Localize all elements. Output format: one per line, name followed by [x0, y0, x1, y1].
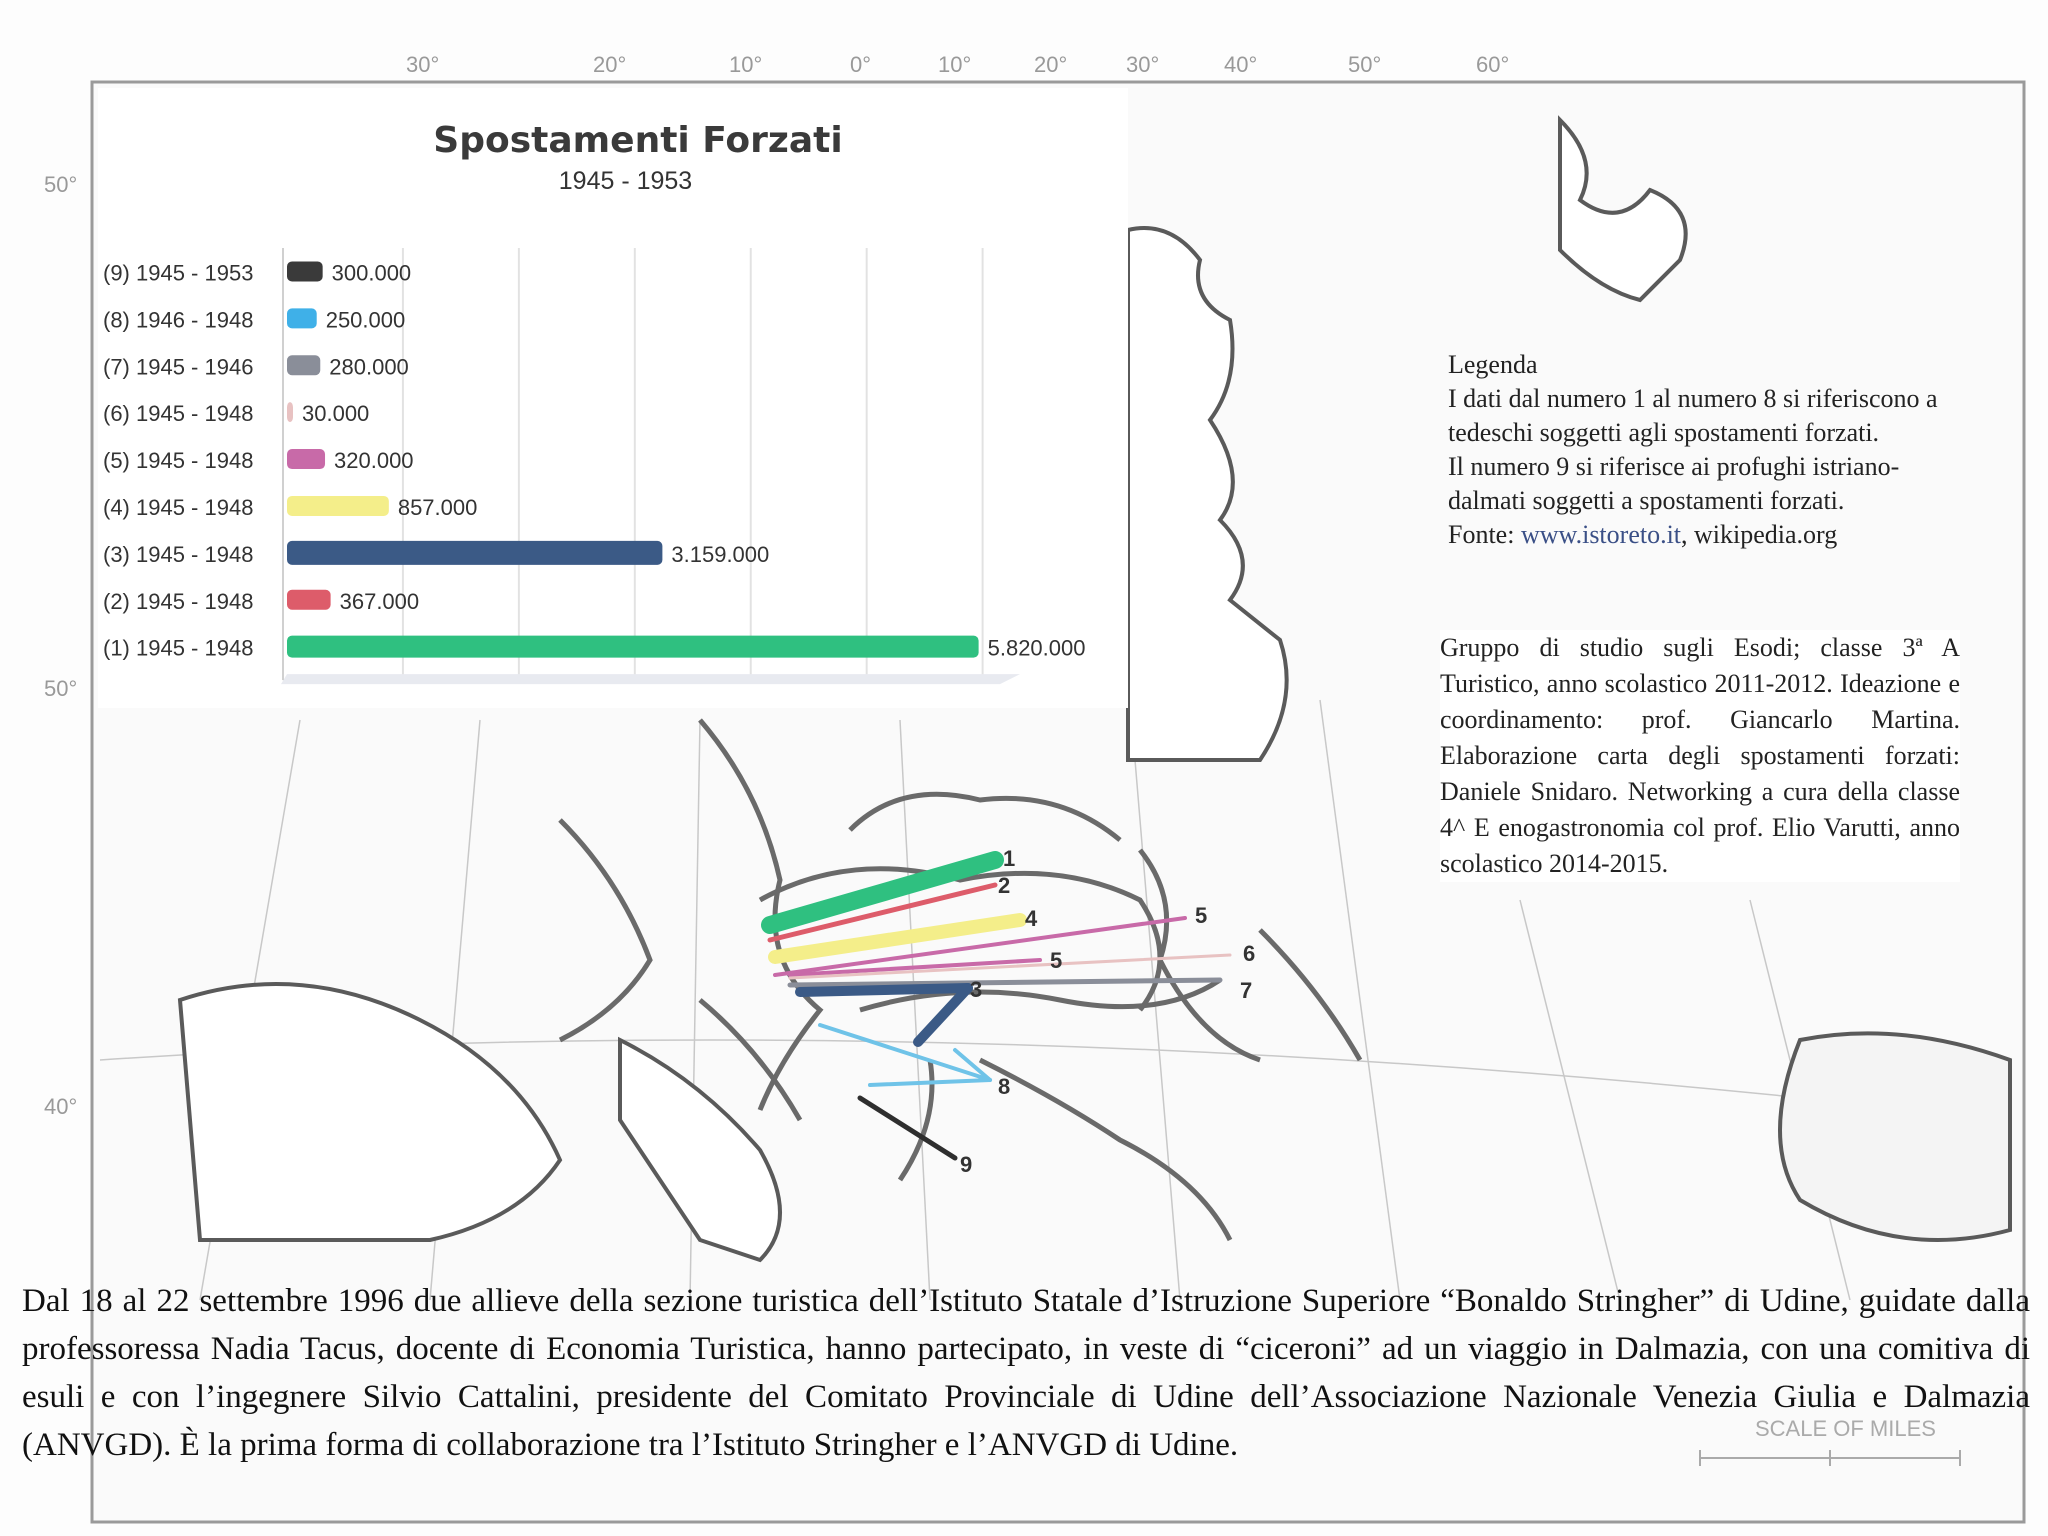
- route-number: 4: [1025, 906, 1038, 931]
- source-link[interactable]: www.istoreto.it: [1520, 520, 1682, 549]
- category-label: (8) 1946 - 1948: [103, 307, 254, 333]
- bar: [287, 402, 293, 422]
- longitude-label: 20°: [1034, 52, 1068, 77]
- latitude-label: 40°: [44, 1094, 78, 1119]
- route-number: 5: [1195, 903, 1208, 928]
- latitude-label: 50°: [44, 172, 78, 197]
- route-number: 3: [970, 977, 983, 1002]
- source-rest: , wikipedia.org: [1681, 520, 1838, 549]
- bar: [287, 496, 389, 516]
- value-label: 250.000: [325, 307, 406, 333]
- scale-label: SCALE OF MILES: [1755, 1416, 1936, 1441]
- value-label: 300.000: [331, 260, 412, 286]
- bar: [287, 541, 662, 565]
- chart-subtitle: 1945 - 1953: [558, 167, 693, 195]
- legend-line: dalmati soggetti a spostamenti forzati.: [1448, 486, 1845, 515]
- category-label: (5) 1945 - 1948: [103, 448, 254, 474]
- value-label: 5.820.000: [987, 635, 1086, 661]
- credits-text: Gruppo di studio sugli Esodi; classe 3ª A Turistico, anno scolastico 2011-2012. Ideazione e coordinamento: prof. Giancarlo Martina. Elaborazione carta degli spostamenti forzati: Daniele Snidaro. Networking a cura della classe 4^ E enogastronomia col prof. Elio Varutti, anno scolastico 2014-2015.: [1440, 630, 1960, 882]
- bar: [287, 308, 317, 328]
- legend-heading: Legenda: [1448, 350, 1538, 379]
- legend-line: tedeschi soggetti agli spostamenti forzati.: [1448, 418, 1880, 447]
- category-label: (1) 1945 - 1948: [103, 635, 254, 661]
- legend-line: I dati dal numero 1 al numero 8 si riferiscono a: [1448, 384, 1938, 413]
- category-label: (3) 1945 - 1948: [103, 541, 254, 567]
- bar: [287, 449, 325, 469]
- category-label: (2) 1945 - 1948: [103, 588, 254, 614]
- value-label: 320.000: [334, 448, 414, 474]
- category-label: (9) 1945 - 1953: [103, 260, 254, 286]
- bar: [287, 636, 979, 658]
- bar: [287, 590, 331, 610]
- value-label: 3.159.000: [671, 541, 770, 567]
- value-label: 280.000: [329, 354, 409, 380]
- longitude-label: 30°: [406, 52, 440, 77]
- chart-title: Spostamenti Forzati: [433, 120, 843, 161]
- longitude-label: 50°: [1348, 52, 1382, 77]
- latitude-label: 50°: [44, 676, 78, 701]
- route-number: 5: [1050, 948, 1063, 973]
- value-label: 367.000: [339, 588, 420, 614]
- route-number: 2: [998, 873, 1011, 898]
- longitude-label: 10°: [938, 52, 972, 77]
- caption-text: Dal 18 al 22 settembre 1996 due allieve della sezione turistica dell’Istituto Statale d’Istruzione Superiore “Bonaldo Stringher” di Udine, guidate dalla professoressa Nadia Tacus, docente di Economia Turistica, hanno partecipato, in veste di “ciceroni” ad un viaggio in Dalmazia, con una comitiva di esuli e con l’ingegnere Silvio Cattalini, presidente del Comitato Provinciale di Udine dell’Associazione Nazionale Venezia Giulia e Dalmazia (ANVGD). È la prima forma di collaborazione tra l’Istituto Stringher e l’ANVGD di Udine.: [22, 1283, 2030, 1463]
- route-number: 8: [998, 1074, 1011, 1099]
- longitude-label: 20°: [593, 52, 627, 77]
- category-label: (6) 1945 - 1948: [103, 401, 254, 427]
- bar: [287, 261, 323, 281]
- legend-line: Il numero 9 si riferisce ai profughi istriano-: [1448, 452, 1900, 481]
- route-number: 7: [1240, 978, 1253, 1003]
- category-label: (7) 1945 - 1946: [103, 354, 254, 380]
- value-label: 857.000: [397, 494, 478, 520]
- category-label: (4) 1945 - 1948: [103, 494, 254, 520]
- value-label: 30.000: [302, 401, 370, 427]
- source-label: Fonte:: [1448, 520, 1521, 549]
- chart-floor: [281, 674, 1020, 684]
- map-legend: [1448, 348, 2008, 552]
- longitude-label: 10°: [729, 52, 763, 77]
- longitude-label: 30°: [1126, 52, 1160, 77]
- route-number: 6: [1243, 941, 1256, 966]
- longitude-label: 60°: [1476, 52, 1510, 77]
- longitude-label: 40°: [1224, 52, 1258, 77]
- route-number: 1: [1003, 846, 1016, 871]
- bar: [287, 355, 320, 375]
- longitude-label: 0°: [850, 52, 872, 77]
- route-number: 9: [960, 1152, 973, 1177]
- legend-source: [1448, 518, 2008, 552]
